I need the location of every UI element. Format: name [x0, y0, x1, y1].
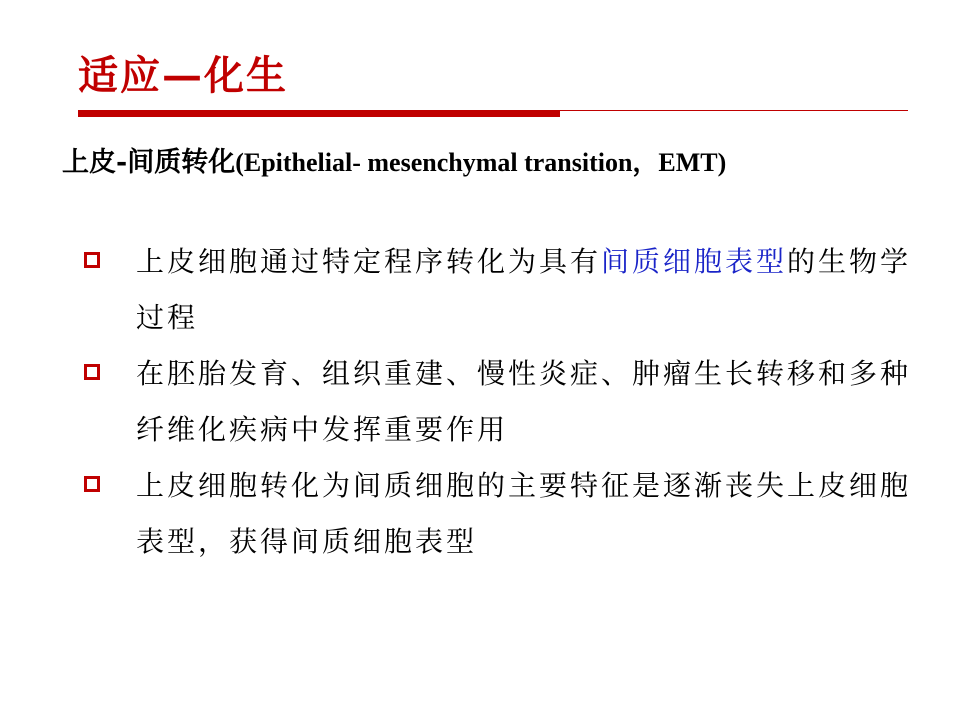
slide-title: 适应—化生	[78, 52, 288, 99]
bullet-text-part: 上皮细胞通过特定程序转化为具有	[136, 245, 602, 278]
slide-subtitle	[62, 146, 726, 180]
bullet-item	[84, 458, 934, 570]
bullet-item	[84, 234, 934, 346]
square-bullet-icon	[84, 476, 100, 492]
square-bullet-icon	[84, 364, 100, 380]
subtitle-english: (Epithelial- mesenchymal transition，EMT)	[235, 148, 727, 177]
bullet-list	[84, 234, 934, 570]
bullet-item	[84, 346, 934, 458]
bullet-highlight: 间质细胞表型	[601, 245, 788, 278]
bullet-text-part: 上皮细胞转化为间质细胞的主要特征是逐渐丧失上皮细胞表型，获得间质细胞表型	[136, 469, 912, 558]
bullet-text-part: 的生物学过程	[136, 245, 912, 334]
bullet-text	[136, 357, 911, 446]
bullet-text	[136, 245, 911, 334]
bullet-text-part: 在胚胎发育、组织重建、慢性炎症、肿瘤生长转移和多种纤维化疾病中发挥重要作用	[136, 357, 912, 446]
subtitle-chinese: 上皮-间质转化	[62, 147, 236, 178]
square-bullet-icon	[84, 252, 100, 268]
bullet-text	[136, 469, 911, 558]
title-underline-thick	[78, 110, 560, 117]
